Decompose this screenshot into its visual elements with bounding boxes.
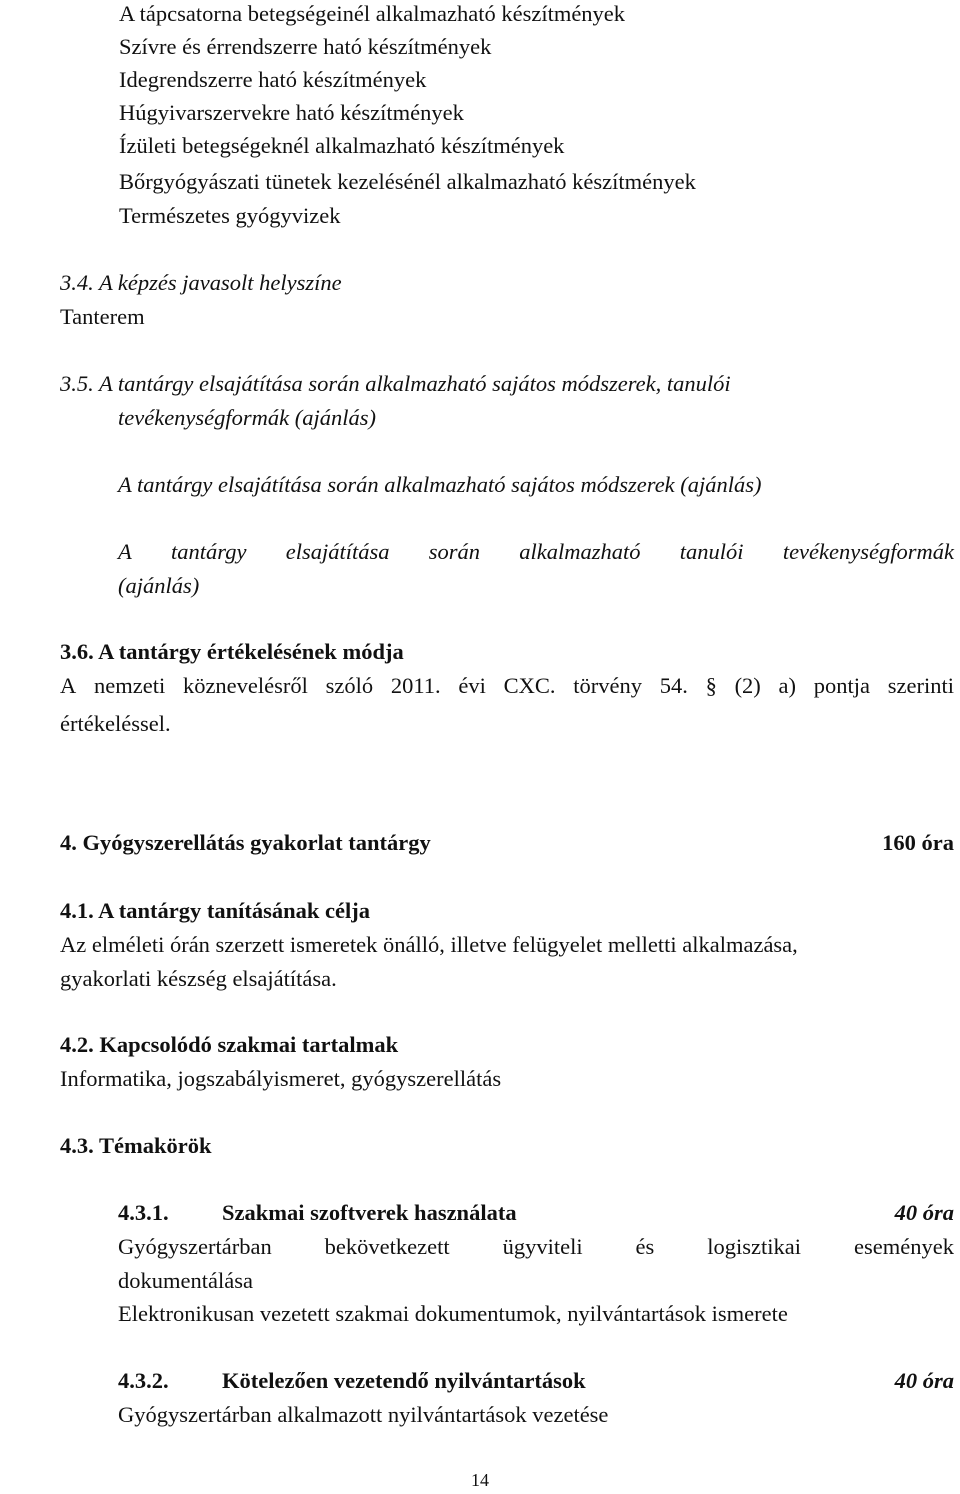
list-item: A tápcsatorna betegségeinél alkalmazható készítmények xyxy=(119,1,626,26)
topic-body-4-3-1-line2: dokumentálása xyxy=(118,1268,253,1293)
section-body-3-4: Tanterem xyxy=(60,304,145,329)
word: a) xyxy=(778,673,797,698)
topic-title-4-3-1: Szakmai szoftverek használata xyxy=(222,1200,517,1225)
word: A xyxy=(118,539,132,564)
topic-hours-4-3-2: 40 óra xyxy=(894,1368,954,1393)
word: 2011. xyxy=(390,673,441,698)
word: alkalmazható xyxy=(519,539,641,564)
word: köznevelésről xyxy=(182,673,308,698)
word: logisztikai xyxy=(707,1234,802,1259)
word: ügyviteli xyxy=(502,1234,583,1259)
word: szóló xyxy=(325,673,374,698)
section-heading-3-5: 3.5. A tantárgy elsajátítása során alkalmazható sajátos módszerek, tanulói xyxy=(60,371,731,396)
word: tanulói xyxy=(679,539,744,564)
word: elsajátítása xyxy=(285,539,390,564)
word: és xyxy=(635,1234,655,1259)
topic-number-4-3-1: 4.3.1. xyxy=(118,1200,169,1225)
chapter-title: 4. Gyógyszerellátás gyakorlat tantárgy xyxy=(60,830,431,855)
topic-body-4-3-1 xyxy=(118,1230,954,1263)
word: A xyxy=(60,673,77,698)
word: 54. xyxy=(659,673,688,698)
section-body-4-1-line2: gyakorlati készség elsajátítása. xyxy=(60,966,337,991)
topic-body-4-3-2: Gyógyszertárban alkalmazott nyilvántartások vezetése xyxy=(118,1402,609,1427)
subheading-methods: A tantárgy elsajátítása során alkalmazható sajátos módszerek (ajánlás) xyxy=(118,472,762,497)
list-item: Szívre és érrendszerre ható készítmények xyxy=(119,34,492,59)
chapter-hours: 160 óra xyxy=(882,830,954,855)
section-heading-4-3: 4.3. Témakörök xyxy=(60,1133,212,1158)
chapter-heading-4 xyxy=(60,826,954,859)
word: (2) xyxy=(734,673,761,698)
word: nemzeti xyxy=(93,673,166,698)
section-body-3-6-line2: értékeléssel. xyxy=(60,711,171,736)
topic-hours-4-3-1: 40 óra xyxy=(894,1200,954,1225)
word: CXC. xyxy=(503,673,556,698)
word: szerinti xyxy=(887,673,954,698)
list-item: Húgyivarszervekre ható készítmények xyxy=(119,100,464,125)
topic-number-4-3-2: 4.3.2. xyxy=(118,1368,169,1393)
subheading-activities-line2: (ajánlás) xyxy=(118,573,200,598)
word: tevékenységformák xyxy=(782,539,954,564)
list-item: Természetes gyógyvizek xyxy=(119,203,341,228)
word: § xyxy=(705,673,717,698)
section-heading-3-5-line2: tevékenységformák (ajánlás) xyxy=(118,405,377,430)
list-item: Ízületi betegségeknél alkalmazható készítmények xyxy=(119,133,565,158)
topic-title-4-3-2: Kötelezően vezetendő nyilvántartások xyxy=(222,1368,586,1393)
word: törvény xyxy=(573,673,642,698)
word: események xyxy=(853,1234,954,1259)
list-item: Bőrgyógyászati tünetek kezelésénél alkalmazható készítmények xyxy=(119,169,696,194)
page-number: 14 xyxy=(471,1470,489,1490)
section-heading-4-2: 4.2. Kapcsolódó szakmai tartalmak xyxy=(60,1032,399,1057)
section-heading-3-6: 3.6. A tantárgy értékelésének módja xyxy=(60,639,404,664)
word: pontja xyxy=(813,673,871,698)
section-body-4-2: Informatika, jogszabályismeret, gyógyszerellátás xyxy=(60,1066,502,1091)
word: tantárgy xyxy=(171,539,247,564)
word: során xyxy=(428,539,480,564)
section-heading-4-1: 4.1. A tantárgy tanításának célja xyxy=(60,898,371,923)
subheading-activities xyxy=(118,535,954,568)
topic-body-4-3-1-item2: Elektronikusan vezetett szakmai dokumentumok, nyilvántartások ismerete xyxy=(118,1301,788,1326)
section-body-3-6 xyxy=(60,669,954,702)
section-heading-3-4: 3.4. A képzés javasolt helyszíne xyxy=(60,270,342,295)
word: bekövetkezett xyxy=(324,1234,450,1259)
section-body-4-1: Az elméleti órán szerzett ismeretek önálló, illetve felügyelet melletti alkalmazása, xyxy=(60,932,798,957)
word: Gyógyszertárban xyxy=(118,1234,272,1259)
word: évi xyxy=(458,673,486,698)
list-item: Idegrendszerre ható készítmények xyxy=(119,67,427,92)
